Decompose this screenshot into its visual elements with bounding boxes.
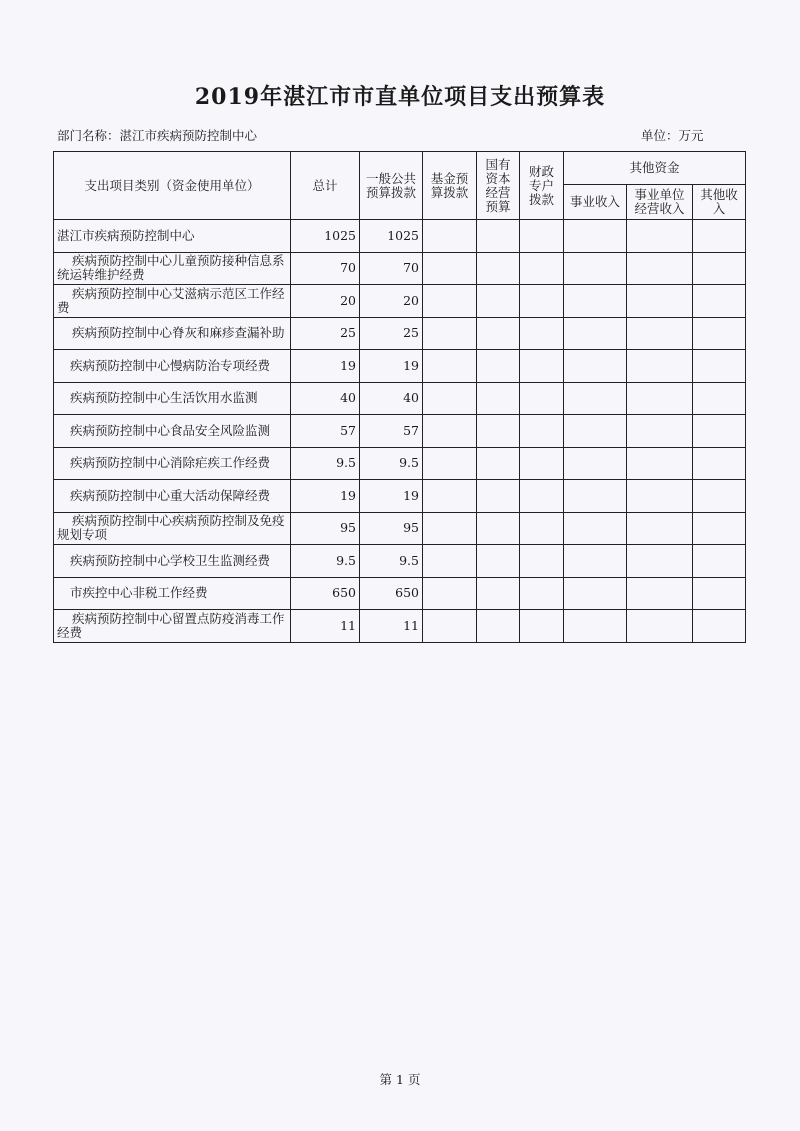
row-general-budget: 11: [360, 610, 423, 643]
row-total: 25: [291, 317, 360, 350]
row-total: 40: [291, 382, 360, 415]
page-number: 第 1 页: [379, 1072, 421, 1087]
header-row-1: [54, 152, 746, 185]
row-name: 湛江市疾病预防控制中心: [54, 220, 291, 253]
header-category: 支出项目类别（资金使用单位）: [54, 152, 291, 220]
row-general-budget: 19: [360, 350, 423, 383]
row-general-budget: 25: [360, 317, 423, 350]
row-general-budget: 650: [360, 577, 423, 610]
row-general-budget: 1025: [360, 220, 423, 253]
row-general-budget: 70: [360, 252, 423, 285]
table-row: [54, 512, 746, 545]
page-title: 2019年湛江市市直单位项目支出预算表: [194, 84, 606, 110]
header-general-budget: 一般公共预算拨款: [360, 152, 423, 220]
table-row: [54, 350, 746, 383]
table-row: [54, 545, 746, 578]
header-state-capital: 国有资本经营预算: [477, 152, 520, 220]
row-name: 市疾控中心非税工作经费: [54, 577, 291, 610]
row-total: 650: [291, 577, 360, 610]
header-other-income: 其他收入: [693, 185, 746, 220]
table-row: [54, 415, 746, 448]
header-business-income: 事业收入: [564, 185, 627, 220]
row-name: 疾病预防控制中心学校卫生监测经费: [54, 545, 291, 578]
row-general-budget: 9.5: [360, 447, 423, 480]
row-name: 疾病预防控制中心疾病预防控制及免疫规划专项: [54, 512, 291, 545]
table-row: [54, 610, 746, 643]
row-general-budget: 19: [360, 480, 423, 513]
row-name: 疾病预防控制中心脊灰和麻疹查漏补助: [54, 317, 291, 350]
row-general-budget: 40: [360, 382, 423, 415]
row-total: 9.5: [291, 447, 360, 480]
budget-table: [53, 151, 746, 643]
table-row: [54, 382, 746, 415]
row-total: 57: [291, 415, 360, 448]
row-general-budget: 9.5: [360, 545, 423, 578]
header-other-funds: 其他资金: [564, 152, 746, 185]
header-operating-income: 事业单位经营收入: [627, 185, 693, 220]
table-row: [54, 220, 746, 253]
row-total: 19: [291, 480, 360, 513]
header-total: 总计: [291, 152, 360, 220]
row-name: 疾病预防控制中心食品安全风险监测: [54, 415, 291, 448]
row-name: 疾病预防控制中心慢病防治专项经费: [54, 350, 291, 383]
header-fiscal-special: 财政专户拨款: [520, 152, 564, 220]
table-row: [54, 480, 746, 513]
header-fund-budget: 基金预算拨款: [423, 152, 477, 220]
row-total: 20: [291, 285, 360, 318]
row-name: 疾病预防控制中心生活饮用水监测: [54, 382, 291, 415]
row-general-budget: 57: [360, 415, 423, 448]
row-total: 95: [291, 512, 360, 545]
table-row: [54, 252, 746, 285]
row-name: 疾病预防控制中心重大活动保障经费: [54, 480, 291, 513]
unit-label: 单位：万元: [641, 128, 704, 143]
table-row: [54, 577, 746, 610]
table-row: [54, 447, 746, 480]
row-total: 9.5: [291, 545, 360, 578]
row-general-budget: 95: [360, 512, 423, 545]
row-total: 70: [291, 252, 360, 285]
row-total: 11: [291, 610, 360, 643]
row-name: 疾病预防控制中心儿童预防接种信息系统运转维护经费: [54, 252, 291, 285]
row-name: 疾病预防控制中心消除疟疾工作经费: [54, 447, 291, 480]
table-row: [54, 317, 746, 350]
table-row: [54, 285, 746, 318]
row-total: 19: [291, 350, 360, 383]
row-name: 疾病预防控制中心留置点防疫消毒工作经费: [54, 610, 291, 643]
row-total: 1025: [291, 220, 360, 253]
row-name: 疾病预防控制中心艾滋病示范区工作经费: [54, 285, 291, 318]
department-label: 部门名称：湛江市疾病预防控制中心: [57, 128, 258, 143]
row-general-budget: 20: [360, 285, 423, 318]
